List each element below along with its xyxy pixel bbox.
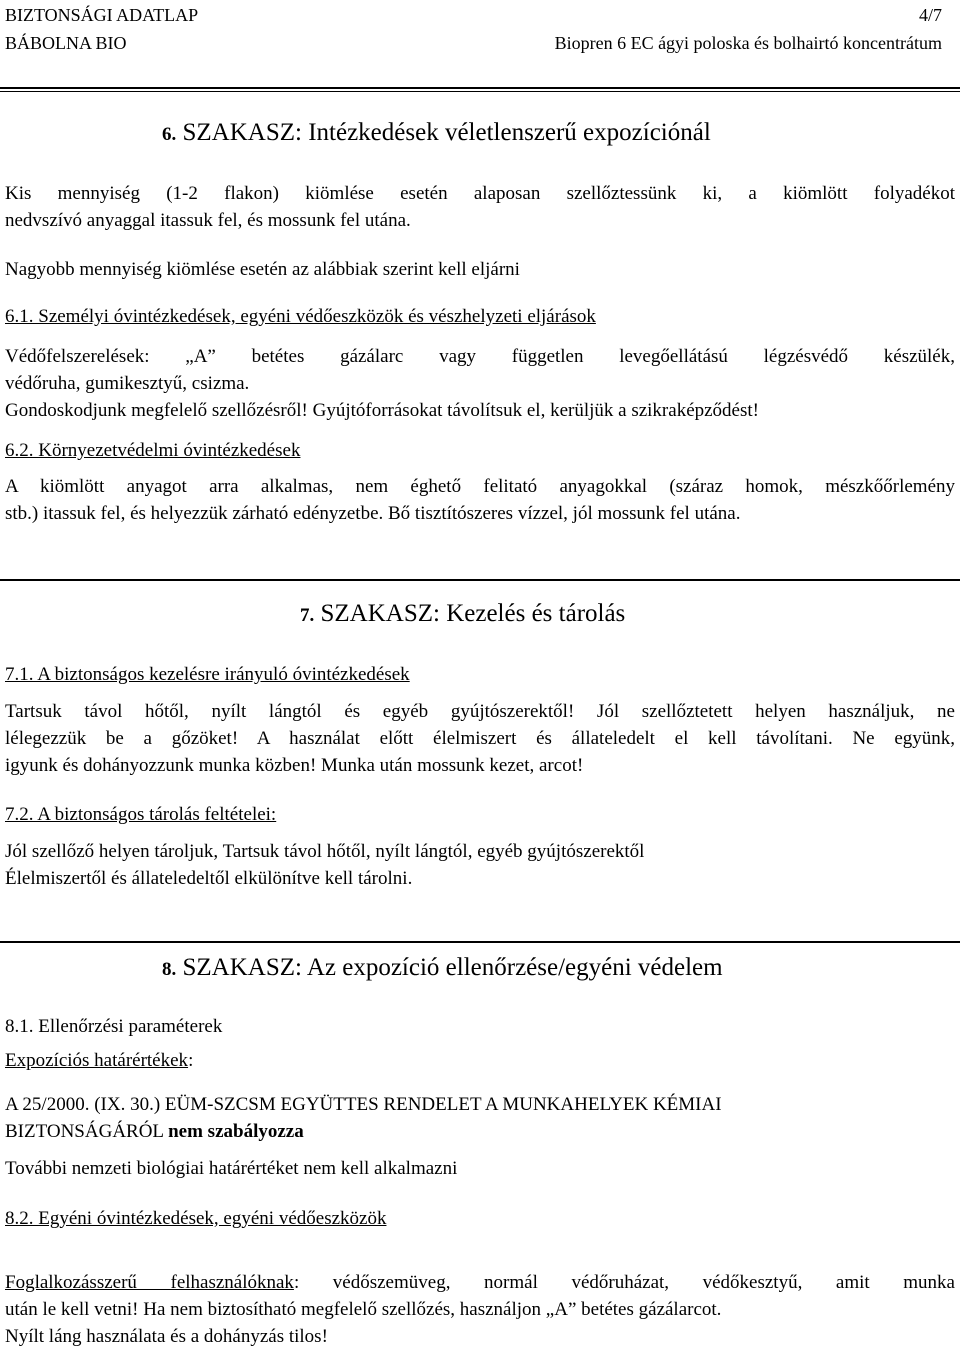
- professional-users-line-3: Nyílt láng használata és a dohányzás tilos!: [5, 1326, 328, 1347]
- exposure-limits-label-text: Expozíciós határértékek: [5, 1050, 189, 1071]
- section-8-title: SZAKASZ: Az expozíció ellenőrzése/egyéni védelem: [182, 954, 723, 981]
- header-company: BÁBOLNA BIO: [5, 33, 127, 53]
- section-8-1-title: 8.1. Ellenőrzési paraméterek: [5, 1016, 223, 1037]
- section-8-rule: [0, 941, 960, 943]
- section-8-heading: [162, 953, 723, 985]
- section-7-number: 7.: [300, 605, 315, 626]
- section-7-2-line-1: Jól szellőző helyen tároljuk, Tartsuk távol hőtől, nyílt lángtól, egyéb gyújtószerektől: [5, 841, 645, 862]
- section-6-1-line-3: Gondoskodjunk megfelelő szellőzésről! Gyújtóforrásokat távolítsuk el, kerüljük a szikraképződést!: [5, 400, 759, 421]
- section-6-paragraph-2: Nagyobb mennyiség kiömlése esetén az alábbiak szerint kell eljárni: [5, 259, 520, 280]
- regulation-line-2-text: BIZTONSÁGÁRÓL: [5, 1121, 169, 1142]
- professional-users-label: Foglalkozásszerű felhasználóknak: [5, 1272, 294, 1293]
- section-7-rule: [0, 579, 960, 581]
- section-8-number: 8.: [162, 959, 177, 980]
- section-7-heading: [300, 599, 625, 631]
- section-6-title: SZAKASZ: Intézkedések véletlenszerű expozíciónál: [182, 119, 711, 146]
- section-6-1-title: 6.1. Személyi óvintézkedések, egyéni védőeszközök és vészhelyzeti eljárások: [5, 306, 596, 327]
- regulation-status: nem szabályozza: [168, 1121, 304, 1142]
- professional-users-line-2: után le kell vetni! Ha nem biztosítható megfelelő szellőzés, használjon „A” betétes gázálarcot.: [5, 1299, 722, 1320]
- biological-limit-line: További nemzeti biológiai határértéket nem kell alkalmazni: [5, 1158, 458, 1179]
- section-7-2-title: 7.2. A biztonságos tárolás feltételei:: [5, 804, 277, 825]
- section-6-1-line-1: Védőfelszerelések: „A” betétes gázálarc vagy független levegőellátású légzésvédő készülék,: [5, 346, 955, 367]
- section-6-heading: [162, 118, 711, 150]
- regulation-line-2: [5, 1118, 304, 1145]
- section-7-1-line-1: Tartsuk távol hőtől, nyílt lángtól és egyéb gyújtószerektől! Jól szellőztetett helyen használjuk, ne: [5, 701, 955, 722]
- section-6-2-title: 6.2. Környezetvédelmi óvintézkedések: [5, 440, 301, 461]
- section-6-number: 6.: [162, 124, 177, 145]
- section-6-2-line-1: A kiömlött anyagot arra alkalmas, nem éghető felitató anyagokkal (száraz homok, mészkőőrlemény: [5, 476, 955, 497]
- regulation-line-1: A 25/2000. (IX. 30.) EÜM-SZCSM EGYÜTTES RENDELET A MUNKAHELYEK KÉMIAI: [5, 1094, 722, 1115]
- header-rule: [0, 87, 960, 89]
- professional-users-line-1-text: : védőszemüveg, normál védőruházat, védőkesztyű, amit munka: [293, 1272, 955, 1293]
- section-6-2-line-2: stb.) itassuk fel, és helyezzük zárható edényzetbe. Bő tisztítószeres vízzel, jól mossunk fel utána.: [5, 503, 741, 524]
- section-6-1-line-2: védőruha, gumikesztyű, csizma.: [5, 373, 250, 394]
- section-8-2-title: 8.2. Egyéni óvintézkedések, egyéni védőeszközök: [5, 1208, 387, 1229]
- section-7-1-title: 7.1. A biztonságos kezelésre irányuló óvintézkedések: [5, 664, 410, 685]
- header-doc-type: BIZTONSÁGI ADATLAP: [5, 5, 199, 25]
- section-7-1-line-3: igyunk és dohányozzunk munka közben! Munka után mossunk kezet, arcot!: [5, 755, 584, 776]
- section-7-1-line-2: lélegezzük be a gőzöket! A használat előtt élelmiszert és állateledelt el kell távolítani. Ne együnk,: [5, 728, 955, 749]
- section-6-paragraph-1-line-1: Kis mennyiség (1-2 flakon) kiömlése esetén alaposan szellőztessünk ki, a kiömlött folyadékot: [5, 183, 955, 204]
- exposure-limits-label: [5, 1047, 193, 1074]
- section-7-2-line-2: Élelmiszertől és állateledeltől elkülönítve kell tárolni.: [5, 868, 413, 889]
- section-6-paragraph-1-line-2: nedvszívó anyaggal itassuk fel, és mossunk fel utána.: [5, 210, 411, 231]
- header-product-name: Biopren 6 EC ágyi poloska és bolhairtó koncentrátum: [554, 33, 942, 53]
- section-7-title: SZAKASZ: Kezelés és tárolás: [320, 600, 626, 627]
- page-number: 4/7: [918, 5, 942, 25]
- exposure-limits-colon: :: [188, 1050, 194, 1071]
- professional-users-line-1: [5, 1269, 955, 1296]
- header-rule-inner: [0, 91, 960, 92]
